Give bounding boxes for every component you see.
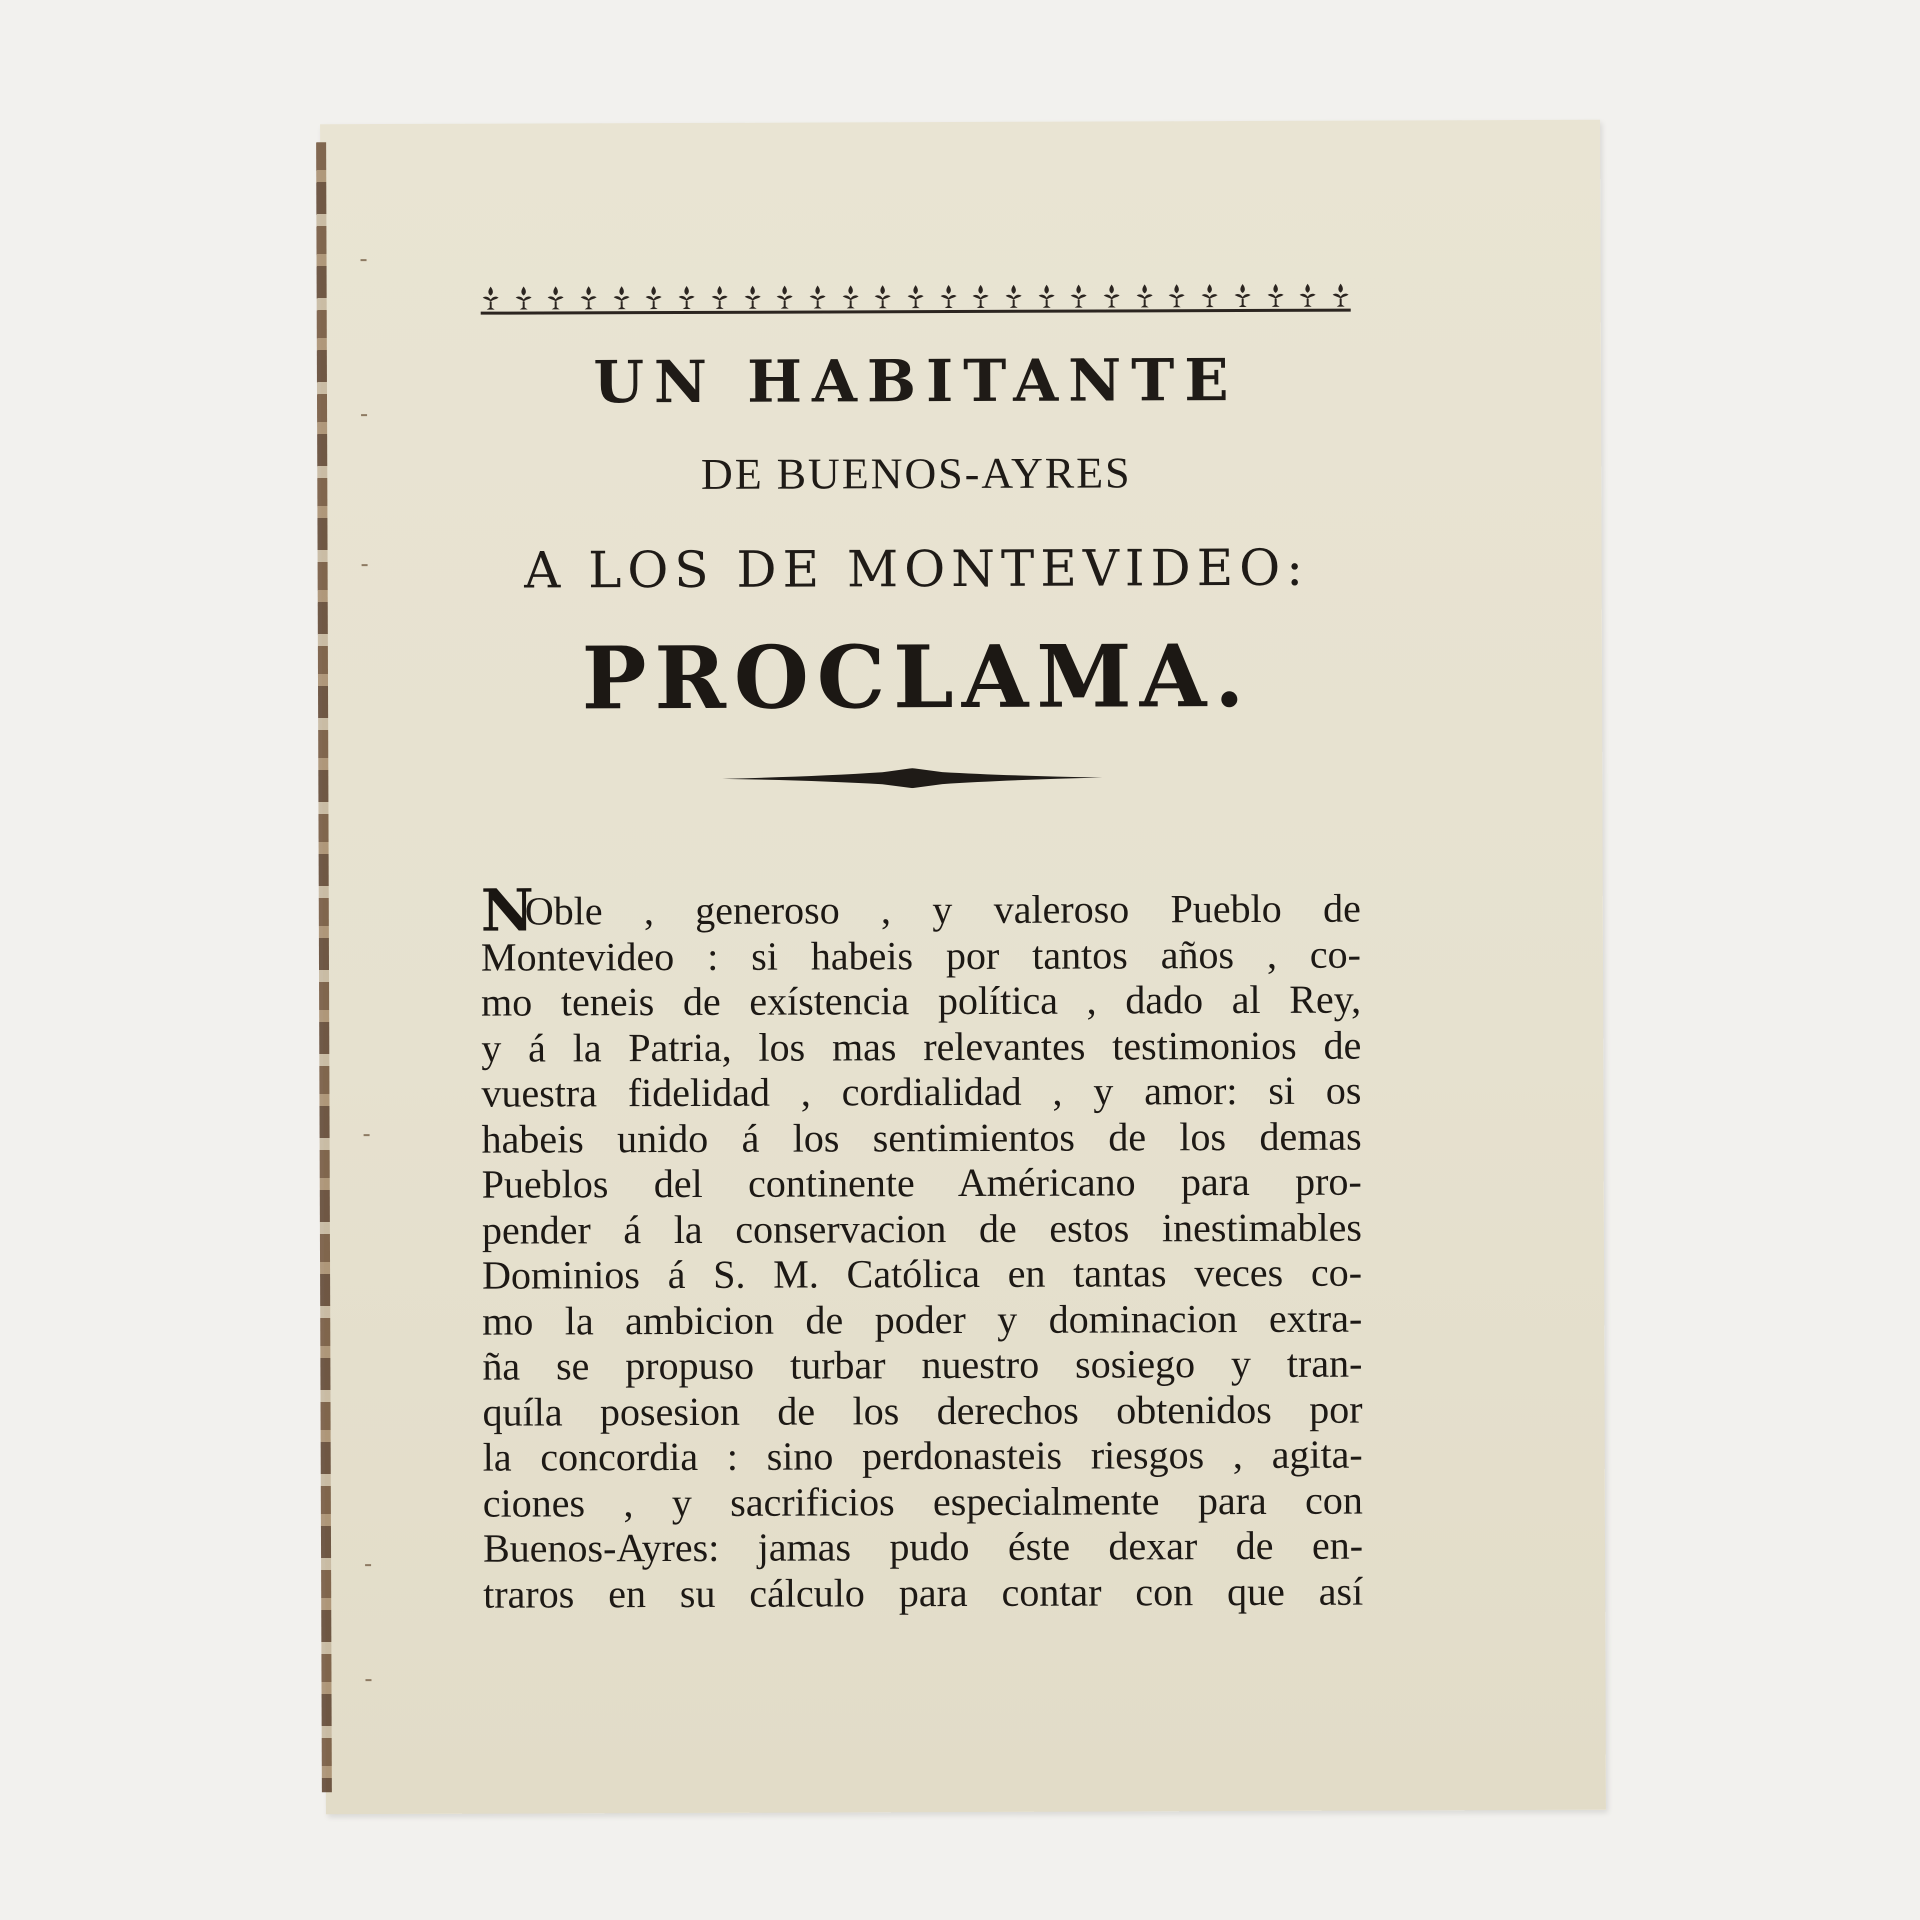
text-line: vuestra fidelidad , cordialidad , y amor: si os [481,1067,1362,1116]
fleuron-icon [513,285,533,311]
proclamation-body [481,886,1364,1617]
text-line: y á la Patria, los mas relevantes testimonios de [481,1022,1362,1071]
fleuron-icon [1232,283,1252,309]
fleuron-icon [481,286,501,312]
fleuron-icon [1134,283,1154,309]
fleuron-border [481,275,1351,315]
text-line: traros en su cálculo para contar con que así [483,1568,1364,1617]
fleuron-icon [611,285,631,311]
title-proclama: PROCLAMA. [581,625,1253,730]
title-line-buenos-ayres: DE BUENOS-AYRES [700,448,1132,499]
text-line: Dominios á S. M. Católica en tantas veces co- [481,1249,1363,1298]
fleuron-icon [1036,284,1056,310]
text-line: habeis unido á los sentimientos de los demas [481,1113,1362,1162]
fleuron-icon [1298,283,1318,309]
fleuron-icon [1167,283,1187,309]
stitch-hole [361,259,367,261]
stitch-hole [365,1564,371,1566]
stitch-hole [361,414,367,416]
fleuron-icon [775,285,795,311]
fleuron-icon [644,285,664,311]
fleuron-icon [1200,283,1220,309]
text-line: ciones , y sacrificios especialmente para con [482,1477,1363,1526]
text-line: la concordia : sino perdonasteis riesgos , agita- [482,1431,1363,1480]
text-line: mo teneis de exístencia política , dado al Rey, [481,976,1362,1025]
text-line: Pueblos del continente Américano para pro- [481,1158,1362,1207]
fleuron-icon [1004,284,1024,310]
fleuron-icon [1330,283,1350,309]
fleuron-icon [971,284,991,310]
stitch-hole [364,1134,370,1136]
title-line-montevideo: A LOS DE MONTEVIDEO: [524,538,1310,600]
fleuron-icon [906,284,926,310]
fleuron-icon [840,284,860,310]
stitch-hole [362,564,368,566]
fleuron-icon [873,284,893,310]
fleuron-icon [1102,283,1122,309]
fleuron-icon [1069,284,1089,310]
fleuron-icon [546,285,566,311]
text-line: ña se propuso turbar nuestro sosiego y tran- [482,1340,1363,1389]
text-line: quíla posesion de los derechos obtenidos por [482,1386,1363,1435]
text-line: pender á la conservacion de estos inestimables [481,1204,1362,1253]
printed-leaf [320,120,1606,1814]
text-line: Oble , generoso , y valeroso Pueblo de [524,885,1361,934]
fleuron-icon [1265,283,1285,309]
fleuron-icon [938,284,958,310]
drop-cap-letter: N [480,876,534,945]
stitch-hole [365,1679,371,1681]
fleuron-icon [579,285,599,311]
fleuron-icon [742,285,762,311]
tapered-rule-ornament [722,768,1102,789]
fleuron-icon [677,285,697,311]
stitched-binding-edge [316,142,332,1792]
title-line-habitante: UN HABITANTE [593,346,1239,417]
text-line: mo la ambicion de poder y dominacion extra- [482,1295,1363,1344]
fleuron-icon [709,285,729,311]
text-line: Montevideo : si habeis por tantos años , co- [480,931,1362,980]
text-line: Buenos-Ayres: jamas pudo éste dexar de en- [482,1522,1364,1571]
fleuron-icon [807,284,827,310]
